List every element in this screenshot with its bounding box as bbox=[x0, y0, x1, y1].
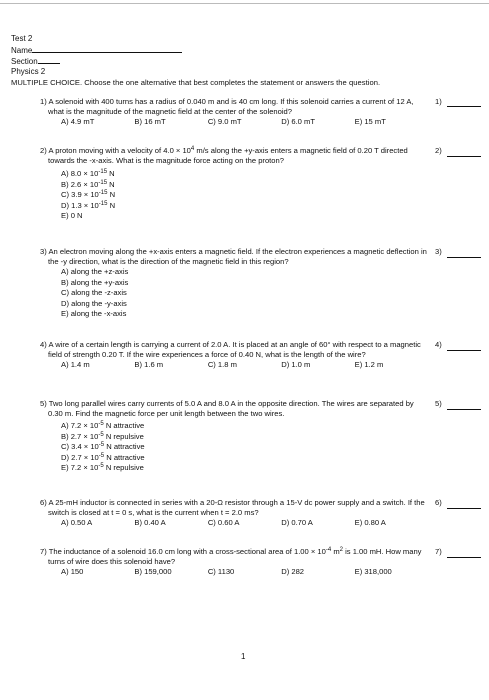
answer-number-2: 2) bbox=[435, 146, 442, 155]
question-text: 2) A proton moving with a velocity of $4.0 \times 10^4$ m/s along the +y-axis enters a magnetic field of 0.20 T directed towards the -x-axis. What is the magnitude force acting on the proton? bbox=[40, 146, 408, 165]
choices bbox=[61, 567, 428, 577]
choice-a: A) $8.0 \times 10^{-15}$ N bbox=[61, 169, 115, 178]
choice-c: C) 0.60 A bbox=[207, 518, 240, 527]
choice-e: E) along the -x-axis bbox=[61, 309, 127, 318]
name-blank bbox=[32, 44, 182, 53]
choice-d: D) $1.3 \times 10^{-15}$ N bbox=[61, 200, 116, 210]
question-text: 7) The inductance of a solenoid 16.0 cm long with a cross-sectional area of $1.00 \times 10^{-4}$ $m^2$ is 1.00 mH. How many turns of wire does this solenoid have? bbox=[40, 547, 422, 566]
question-text: 1) A solenoid with 400 turns has a radius of 0.040 m and is 40 cm long. If this solenoid carries a current of 12 A, what is the magnitude of the magnetic field at the center of the solenoid? bbox=[40, 97, 414, 116]
choice-e: E) 318,000 bbox=[354, 567, 392, 576]
section-line bbox=[11, 55, 182, 66]
answer-blank-7[interactable] bbox=[447, 557, 481, 558]
question-2 bbox=[40, 146, 428, 222]
choice-a: A) along the +z-axis bbox=[61, 267, 129, 276]
choice-e: E) 1.2 m bbox=[354, 360, 384, 369]
choice-e: E) $7.2 \times 10^{-5}$ N repulsive bbox=[61, 463, 144, 472]
answer-number-5: 5) bbox=[435, 399, 442, 408]
answer-blank-5[interactable] bbox=[447, 409, 481, 410]
choice-d: D) 6.0 mT bbox=[281, 117, 315, 126]
choice-b: B) $2.7 \times 10^{-5}$ N repulsive bbox=[61, 431, 144, 441]
choices bbox=[61, 421, 428, 474]
question-6 bbox=[40, 498, 428, 528]
name-label: Name bbox=[11, 46, 33, 55]
choice-a: A) $7.2 \times 10^{-5}$ N attractive bbox=[61, 421, 145, 430]
top-rule bbox=[0, 3, 489, 4]
question-1 bbox=[40, 97, 428, 127]
question-text: 5) Two long parallel wires carry currents of 5.0 A and 8.0 A in the opposite direction. The wires are separated by 0.30 m. Find the magnetic force per unit length between the two wires. bbox=[40, 399, 414, 418]
choice-b: B) along the +y-axis bbox=[61, 277, 129, 287]
choice-c: C) $3.4 \times 10^{-5}$ N attractive bbox=[61, 442, 145, 451]
choice-b: B) 16 mT bbox=[134, 117, 166, 126]
instructions: MULTIPLE CHOICE. Choose the one alternative that best completes the statement or answers the question. bbox=[11, 78, 381, 87]
section-label: Section bbox=[11, 57, 38, 66]
answer-blank-1[interactable] bbox=[447, 106, 481, 107]
choice-b: B) $2.6 \times 10^{-15}$ N bbox=[61, 179, 115, 189]
question-4 bbox=[40, 340, 428, 370]
test-header bbox=[11, 33, 182, 77]
choice-b: B) 1.6 m bbox=[134, 360, 164, 369]
choices bbox=[61, 117, 428, 127]
answer-blank-4[interactable] bbox=[447, 350, 481, 351]
course-label: Physics 2 bbox=[11, 67, 46, 76]
question-text: 6) A 25-mH inductor is connected in series with a 20-Ω resistor through a 15-V dc power supply and a switch. If the switch is closed at t = 0 s, what is the current when t = 2.0 ms? bbox=[40, 498, 425, 517]
answer-number-1: 1) bbox=[435, 97, 442, 106]
choice-a: A) 0.50 A bbox=[61, 518, 93, 527]
choice-c: C) 1130 bbox=[207, 567, 235, 576]
question-3 bbox=[40, 247, 428, 320]
question-text: 3) An electron moving along the +x-axis enters a magnetic field. If the electron experiences a magnetic deflection in the -y direction, what is the direction of the magnetic field in this region? bbox=[40, 247, 427, 266]
choices bbox=[61, 169, 428, 222]
choice-d: D) 0.70 A bbox=[281, 518, 313, 527]
choices bbox=[61, 360, 428, 370]
choice-c: C) along the -z-axis bbox=[61, 288, 127, 297]
choice-a: A) 1.4 m bbox=[61, 360, 90, 369]
choice-d: D) along the -y-axis bbox=[61, 298, 127, 308]
page-number: 1 bbox=[241, 652, 246, 661]
choices bbox=[61, 518, 428, 528]
question-5 bbox=[40, 399, 428, 474]
choice-e: E) 15 mT bbox=[354, 117, 386, 126]
choice-c: C) $3.9 \times 10^{-15}$ N bbox=[61, 190, 116, 199]
section-blank bbox=[38, 55, 60, 64]
answer-blank-6[interactable] bbox=[447, 508, 481, 509]
choice-c: C) 1.8 m bbox=[207, 360, 237, 369]
choice-b: B) 159,000 bbox=[134, 567, 172, 576]
question-text: 4) A wire of a certain length is carrying a current of 2.0 A. It is placed at an angle of 60° with respect to a magnetic field of strength 0.20 T. If the wire experiences a force of 0.40 N, what is the length of the wire? bbox=[40, 340, 421, 359]
choices bbox=[61, 267, 428, 320]
choice-e: E) 0.80 A bbox=[354, 518, 386, 527]
answer-number-7: 7) bbox=[435, 547, 442, 556]
answer-blank-3[interactable] bbox=[447, 257, 481, 258]
choice-a: A) 4.9 mT bbox=[61, 117, 95, 126]
choice-d: D) $2.7 \times 10^{-5}$ N attractive bbox=[61, 452, 145, 462]
answer-number-6: 6) bbox=[435, 498, 442, 507]
choice-d: D) 1.0 m bbox=[281, 360, 311, 369]
choice-e: E) 0 N bbox=[61, 211, 83, 220]
answer-blank-2[interactable] bbox=[447, 156, 481, 157]
name-line bbox=[11, 44, 182, 55]
choice-a: A) 150 bbox=[61, 567, 84, 576]
choice-b: B) 0.40 A bbox=[134, 518, 166, 527]
answer-number-4: 4) bbox=[435, 340, 442, 349]
answer-number-3: 3) bbox=[435, 247, 442, 256]
choice-c: C) 9.0 mT bbox=[207, 117, 242, 126]
question-7 bbox=[40, 547, 428, 577]
choice-d: D) 282 bbox=[281, 567, 305, 576]
test-label: Test 2 bbox=[11, 34, 33, 43]
